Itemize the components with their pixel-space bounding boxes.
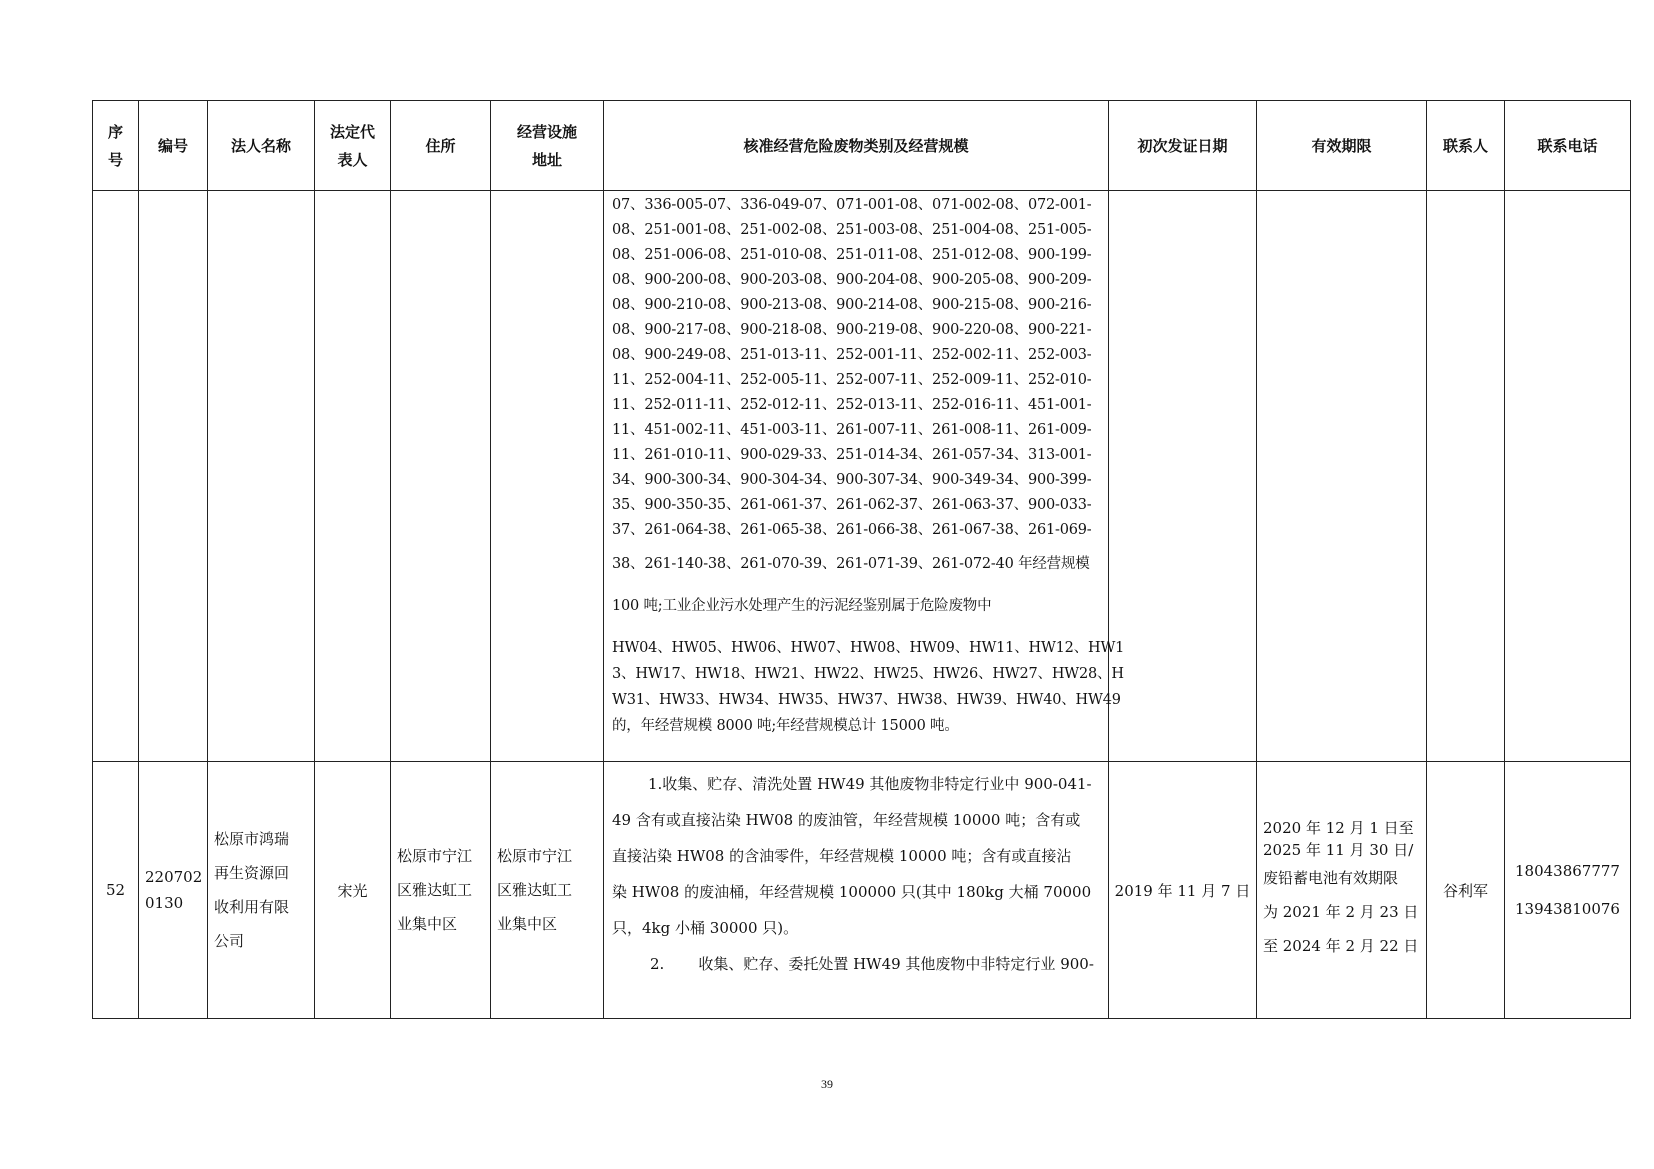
- header-validity: 有效期限: [1257, 101, 1427, 191]
- code-line: 08、900-217-08、900-218-08、900-219-08、900-220-08、900-221-: [612, 322, 1092, 338]
- permit-table: [92, 100, 1631, 1019]
- code-line: 08、251-006-08、251-010-08、251-011-08、251-012-08、900-199-: [612, 247, 1092, 263]
- header-seq: 序 号: [93, 101, 139, 191]
- header-phone: 联系电话: [1505, 101, 1631, 191]
- validity-cell: 2020 年 12 月 1 日至 2025 年 11 月 30 日/ 废铅蓄电池有效期限 为 2021 年 2 月 23 日 至 2024 年 2 月 22 日: [1257, 762, 1427, 1019]
- legal-rep-cell: [315, 191, 391, 762]
- scope-line: 的，年经营规模 8000 吨;年经营规模总计 15000 吨。: [612, 718, 959, 734]
- scope-line: 38、261-140-38、261-070-39、261-071-39、261-072-40 年经营规模: [612, 556, 1090, 572]
- phone-cell: [1505, 762, 1631, 1019]
- first-issue-date-cell: 2019 年 11 月 7 日: [1109, 762, 1257, 1019]
- waste-code-list: [612, 191, 1125, 739]
- code-line: 08、251-001-08、251-002-08、251-003-08、251-004-08、251-005-: [612, 222, 1092, 238]
- scope-line: 100 吨;工业企业污水处理产生的污泥经鉴别属于危险废物中: [612, 598, 992, 614]
- legal-name-cell: [208, 191, 315, 762]
- legal-rep-cell: 宋光: [315, 762, 391, 1019]
- code-line: 11、451-002-11、451-003-11、261-007-11、261-008-11、261-009-: [612, 422, 1092, 438]
- scope-item-2-text: 收集、贮存、委托处置 HW49 其他废物中非特定行业 900-: [698, 955, 1094, 973]
- scope-line: 3、HW17、HW18、HW21、HW22、HW25、HW26、HW27、HW28、H: [612, 666, 1124, 682]
- scope-line: W31、HW33、HW34、HW35、HW37、HW38、HW39、HW40、HW49: [612, 692, 1121, 708]
- header-number: 编号: [139, 101, 208, 191]
- contact-cell: [1427, 191, 1505, 762]
- code-line: 08、900-210-08、900-213-08、900-214-08、900-215-08、900-216-: [612, 297, 1092, 313]
- header-row: [93, 101, 1631, 191]
- code-line: 11、261-010-11、900-029-33、251-014-34、261-057-34、313-001-: [612, 447, 1092, 463]
- header-contact: 联系人: [1427, 101, 1505, 191]
- code-line: 08、900-200-08、900-203-08、900-204-08、900-205-08、900-209-: [612, 272, 1092, 288]
- table-row-52: [93, 762, 1631, 1019]
- code-line: 37、261-064-38、261-065-38、261-066-38、261-067-38、261-069-: [612, 522, 1092, 538]
- phone-number: 18043867777: [1515, 862, 1620, 880]
- phone-number: 13943810076: [1515, 900, 1620, 918]
- residence-cell: [391, 191, 491, 762]
- scope-cell: [604, 762, 1109, 1019]
- scope-text: [612, 762, 1102, 982]
- header-legal-name: 法人名称: [208, 101, 315, 191]
- number-cell: [139, 191, 208, 762]
- first-issue-date-cell: [1109, 191, 1257, 762]
- header-scope: 核准经营危险废物类别及经营规模: [604, 101, 1109, 191]
- header-facility-address: 经营设施 地址: [491, 101, 604, 191]
- facility-address-cell: 松原市宁江 区雅达虹工 业集中区: [491, 762, 604, 1019]
- phone-cell: [1505, 191, 1631, 762]
- scope-line: 只，4kg 小桶 30000 只)。: [612, 919, 799, 937]
- page-number: 39: [821, 1077, 833, 1091]
- contact-cell: 谷利军: [1427, 762, 1505, 1019]
- scope-line: 49 含有或直接沾染 HW08 的废油管，年经营规模 10000 吨；含有或: [612, 811, 1081, 829]
- code-line: 07、336-005-07、336-049-07、071-001-08、071-002-08、072-001-: [612, 197, 1092, 213]
- residence-cell: 松原市宁江 区雅达虹工 业集中区: [391, 762, 491, 1019]
- scope-line: 直接沾染 HW08 的含油零件，年经营规模 10000 吨；含有或直接沾: [612, 847, 1072, 865]
- number-cell: 220702 0130: [139, 762, 208, 1019]
- code-line: 11、252-011-11、252-012-11、252-013-11、252-016-11、451-001-: [612, 397, 1092, 413]
- scope-line: HW04、HW05、HW06、HW07、HW08、HW09、HW11、HW12、HW1: [612, 640, 1125, 656]
- code-line: 11、252-004-11、252-005-11、252-007-11、252-009-11、252-010-: [612, 372, 1092, 388]
- code-line: 35、900-350-35、261-061-37、261-062-37、261-063-37、900-033-: [612, 497, 1092, 513]
- scope-item-2-number: 2.: [650, 955, 665, 973]
- scope-line: 1.收集、贮存、清洗处置 HW49 其他废物非特定行业中 900-041-: [648, 775, 1092, 793]
- scope-item-2: [612, 946, 1102, 982]
- header-residence: 住所: [391, 101, 491, 191]
- legal-name-cell: 松原市鸿瑞 再生资源回 收利用有限 公司: [208, 762, 315, 1019]
- header-legal-rep: 法定代 表人: [315, 101, 391, 191]
- seq-cell: [93, 191, 139, 762]
- facility-address-cell: [491, 191, 604, 762]
- scope-cell: [604, 191, 1125, 762]
- code-line: 34、900-300-34、900-304-34、900-307-34、900-349-34、900-399-: [612, 472, 1092, 488]
- header-first-issue-date: 初次发证日期: [1109, 101, 1257, 191]
- code-line: 08、900-249-08、251-013-11、252-001-11、252-002-11、252-003-: [612, 347, 1092, 363]
- table-row-continued: [93, 191, 1631, 762]
- seq-cell: 52: [93, 762, 139, 1019]
- validity-cell: [1257, 191, 1427, 762]
- scope-line: 染 HW08 的废油桶，年经营规模 100000 只(其中 180kg 大桶 70000: [612, 883, 1092, 901]
